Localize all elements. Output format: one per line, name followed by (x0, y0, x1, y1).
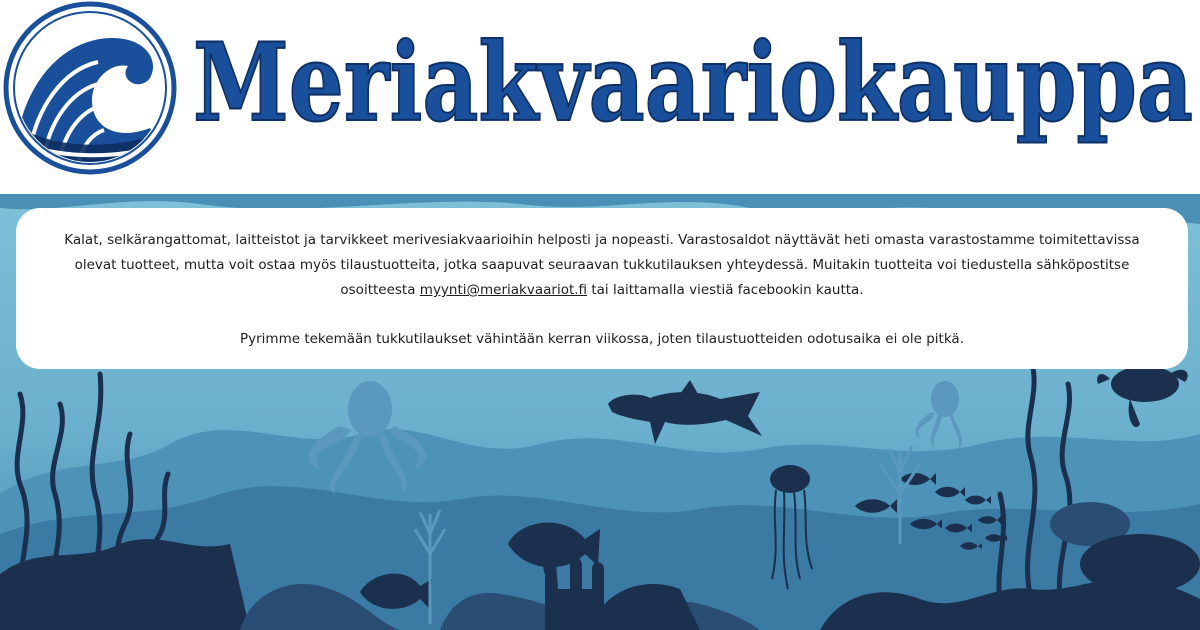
wave-logo-icon[interactable] (0, 0, 180, 180)
ordering-note: Pyrimme tekemään tukkutilaukset vähintään kerran viikossa, joten tilaustuotteiden odotusaika ei ole pitkä. (240, 331, 964, 347)
site-header (0, 0, 1200, 194)
brand-name-text: Meriakvaariokauppa (193, 22, 1193, 146)
intro-text-after-link: tai laittamalla viestiä facebookin kautta. (591, 282, 864, 298)
brand-title[interactable] (188, 22, 1198, 146)
intro-text: Kalat, selkärangattomat, laitteistot ja tarvikkeet merivesiakvaarioihin helposti ja nopeasti. Varastosaldot näyttävät heti omasta varastostamme toimitettavissa olevat tuotteet, mutta voit ostaa myös tilaustuotteita, jotka saapuvat seuraavan tukkutilauksen yhteydessä. Muitakin tuotteita voi tiedustella sähköpostitse osoitteesta (64, 232, 1140, 298)
intro-paragraph (56, 228, 1148, 303)
intro-card (16, 208, 1188, 369)
email-link[interactable]: myynti@meriakvaariot.fi (419, 282, 588, 298)
